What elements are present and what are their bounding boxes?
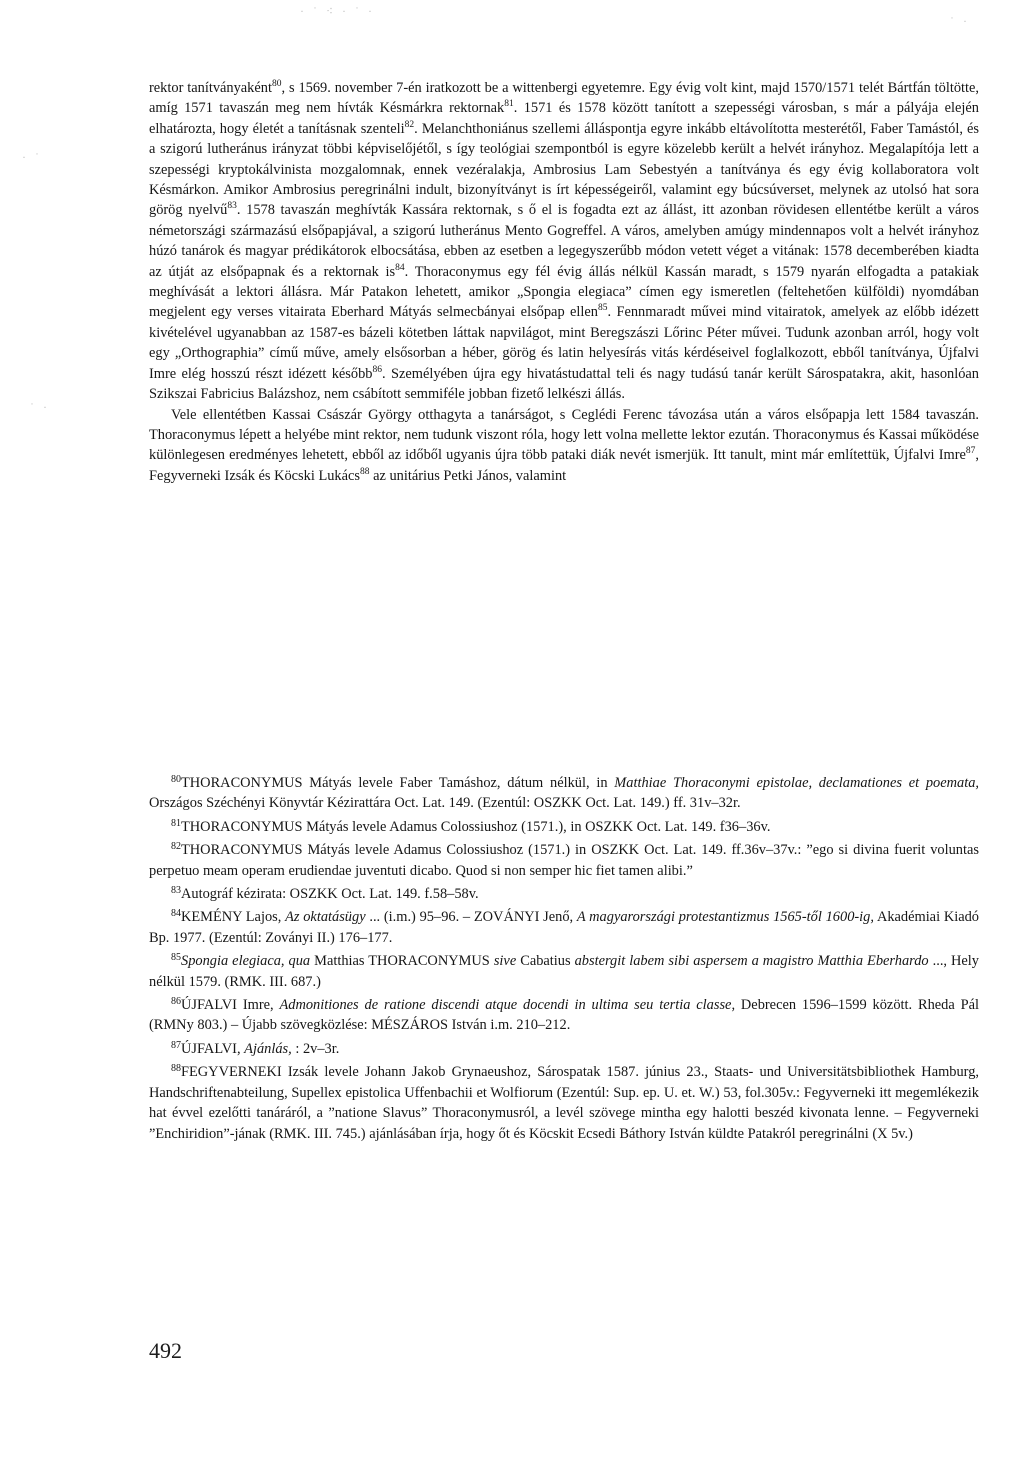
footnote-text: ... (i.m.) 95–96. – ZOVÁNYI Jenő, <box>365 909 577 926</box>
footnote-number: 85 <box>171 952 181 964</box>
footnote-ref: 83 <box>227 201 237 212</box>
text-run: . 1571 és 1578 között tanított a szepességi városban, s már a pályája elején elhatározta, hogy életét a tanításnak szenteli <box>149 100 979 137</box>
text-run: . Thoraconymus egy fél évig állás nélkül Kassán maradt, s 1579 nyarán elfogadta a patakiak meghívását a lektori állásra. Már Patakon lehetett, amikor „Spongia elegiaca” címen egy ismeretlen (feltehetően külföldi) nyomdában megjelent egy verses vitairata Eberhard Mátyás selmecbányai elsőpap ellen <box>149 263 979 321</box>
footnote-83 <box>149 881 979 904</box>
page-number: 492 <box>149 1338 182 1363</box>
footnote-ref: 84 <box>395 262 405 273</box>
footnote-text: Akadémiai Kiadó Bp. 1977. (Ezentúl: Zoványi II.) 176–177. <box>149 909 979 946</box>
footnote-88 <box>149 1059 979 1144</box>
text-run: . Melanchthoniánus szellemi álláspontja egyre inkább eltávolította mesterétől, Faber Tamástól, és a szigorú lutheránus irányzat többi képviselőjétől, s így teológiai szempontból is egyre közelebb került a helvét irányhoz. Megalapítója lett a szepességi kryptokálvinista mozgalomnak, ennek vezéralakja, Ambrosius Lam Sebestyén a tanítványa és egy évig kollaboratora volt Késmárkon. Amikor Ambrosius peregrinálni indult, bizonyítványt is írt képességeiről, valamint egy búcsúverset, melynek az utolsó hat sora görög nyelvű <box>149 120 980 219</box>
footnote-number: 84 <box>171 908 181 920</box>
text-run: , Fegyverneki Izsák és Köcski Lukács <box>149 447 979 484</box>
footnote-number: 86 <box>171 996 181 1008</box>
text-run: . Fennmaradt művei mind vitairatok, amelyek az előbb idézett kivételével ugyanabban az 1587-es bázeli kötetben láttak napvilágot, mint Beregszászi Lőrinc Péter művei. Tudunk azonban arról, hogy volt egy „Orthographia” című műve, amely elsősorban a héber, görög és latin helyesírás vitás kérdéseivel foglalkozott, ebből tanítványa, Újfalvi Imre elég hosszú részt idézett később <box>149 304 979 382</box>
footnote-ref: 86 <box>372 364 382 375</box>
footnote-text: Matthias THORACONYMUS <box>310 953 494 970</box>
footnote-84 <box>149 904 979 948</box>
footnotes <box>149 770 979 1144</box>
footnote-text: abstergit labem sibi aspersem a magistro Matthia Eberhardo <box>574 953 929 970</box>
footnote-number: 80 <box>171 774 181 785</box>
scan-artifact: ˙ · <box>30 400 50 414</box>
footnote-86 <box>149 992 979 1036</box>
paragraph <box>149 78 979 405</box>
footnote-text: ÚJFALVI Imre, <box>181 997 280 1014</box>
footnote-number: 82 <box>171 841 181 853</box>
footnote-ref: 85 <box>597 303 608 314</box>
footnote-text: Cabatius <box>516 953 575 970</box>
footnote-text: FEGYVERNEKI Izsák levele Johann Jakob Grynaeushoz, Sárospatak 1587. június 23., Staats- und Universitätsbibliothek Hamburg, Handschriftenabteilung, Supellex epistolica Uffenbachii et Wolfiorum (Ezentúl: Sup. ep. U. et. W.) 53, fol.305v.: Fegyverneki itt megemlékezik hat évvel ezelőtti tanáráról, a ”natione Slavus” Thoraconymusról, a levél szövege mintha egy halotti beszéd kivonata lenne. – Fegyverneki ”Enchiridion”-jának (RMK. III. 745.) ajánlásában írja, hogy őt és Köcskit Ecsedi Báthory István küldte Patakról peregrinálni (X 5v.) <box>149 1064 979 1142</box>
footnote-text: THORACONYMUS Mátyás levele Adamus Colossiushoz (1571.) in OSZKK Oct. Lat. 149. ff.36v–37v.: ”ego si divina fuerit voluntas perpetuo meam operam erudiendae juventuti dicabo. Quod si non semper hic fiet tamen alibi.” <box>149 842 979 879</box>
footnote-text: THORACONYMUS Mátyás levele Adamus Colossiushoz (1571.), in OSZKK Oct. Lat. 149. f36–36v. <box>181 818 771 835</box>
footnote-text: Spongia elegiaca, qua <box>181 953 311 970</box>
footnote-text: Országos Széchényi Könyvtár Kézirattára Oct. Lat. 149. (Ezentúl: OSZKK Oct. Lat. 149.) ff. 31v–32r. <box>149 795 741 812</box>
footnote-text: Az oktatásügy <box>285 909 366 926</box>
footnote-text: THORACONYMUS Mátyás levele Faber Tamáshoz, dátum nélkül, in <box>181 775 615 791</box>
footnote-87 <box>149 1036 979 1059</box>
footnote-82 <box>149 837 979 881</box>
footnote-text: : 2v–3r. <box>291 1040 340 1057</box>
footnote-number: 88 <box>171 1063 181 1075</box>
scan-artifact: · ˙ <box>22 150 42 164</box>
footnote-text: KEMÉNY Lajos, <box>181 909 286 926</box>
footnote-81 <box>149 814 979 837</box>
text-run: rektor tanítványaként <box>149 80 272 96</box>
text-run: , s 1569. november 7-én iratkozott be a wittenbergi egyetemre. Egy évig volt kint, majd 1570/1571 telét Bártfán töltötte, amíg 1571 tavaszán meg nem hívták Késmárkra rektornak <box>149 80 980 117</box>
scan-artifact: · ˙ ⁖ · ˙ · <box>300 4 376 18</box>
footnote-ref: 80 <box>271 79 282 89</box>
footnote-text: Autográf kézirata: OSZKK Oct. Lat. 149. f.58–58v. <box>181 886 479 903</box>
footnote-text: A magyarországi protestantizmus 1565-től 1600-ig, <box>576 909 874 926</box>
footnote-80 <box>149 770 979 814</box>
footnote-ref: 81 <box>504 99 514 110</box>
footnote-text: sive <box>493 953 517 970</box>
footnote-number: 83 <box>171 885 181 897</box>
text-run: . 1578 tavaszán meghívták Kassára rektornak, s ő el is fogadta ezt az állást, itt azonban rövidesen ellentétbe került a város németországi származású elsőpapjával, a szigorú lutheránus Mento Gogreffel. A város, amelyben amúgy mindennapos volt a helvét irányhoz húzó tanárok és magyar prédikátorok elbocsátása, ebben az esetben a legegyszerűbb módon vetett véget a vitának: 1578 decemberében kiadta az útját az elsőpapnak és a rektornak is <box>149 202 979 280</box>
text-run: . Személyében újra egy hivatástudattal teli és nagy tudású tanár került Sárospatakra, akit, hasonlóan Szikszai Fabricius Balázshoz, nem csábított semmiféle jobban fizető lelkészi állás. <box>149 365 979 403</box>
footnote-text: ÚJFALVI, <box>181 1040 245 1057</box>
footnote-ref: 87 <box>965 446 976 457</box>
footnote-85 <box>149 948 979 992</box>
footnote-number: 81 <box>171 817 181 829</box>
paragraph <box>149 405 979 487</box>
footnote-number: 87 <box>171 1039 181 1051</box>
footnote-ref: 88 <box>360 466 370 477</box>
main-text <box>149 78 979 486</box>
footnote-text: ..., Hely nélkül 1579. (RMK. III. 687.) <box>149 953 980 990</box>
text-run: az unitárius Petki János, valamint <box>369 467 567 484</box>
footnote-text: Admonitiones de ratione discendi atque docendi in ultima seu tertia classe, <box>279 997 736 1014</box>
footnote-text: Ajánlás, <box>244 1040 292 1057</box>
footnote-text: Debrecen 1596–1599 között. Rheda Pál (RMNy 803.) – Újabb szövegközlése: MÉSZÁROS István i.m. 210–212. <box>149 997 979 1034</box>
footnote-text: Matthiae Thoraconymi epistolae, declamationes et poemata, <box>614 775 979 791</box>
scan-artifact: ˙ · <box>950 14 970 28</box>
footnote-ref: 82 <box>404 119 415 130</box>
text-run: Vele ellentétben Kassai Császár György otthagyta a tanárságot, s Ceglédi Ferenc távozása után a város elsőpapja lett 1584 tavaszán. Thoraconymus lépett a helyébe mint rektor, nem tudunk viszont róla, hogy lett volna mellette lektor ezután. Thoraconymus és Kassai működése különlegesen eredményes lehetett, ebből az időből ugyanis újra több pataki diák nevét ismerjük. Itt tanult, mint már említettük, Újfalvi Imre <box>149 406 979 464</box>
